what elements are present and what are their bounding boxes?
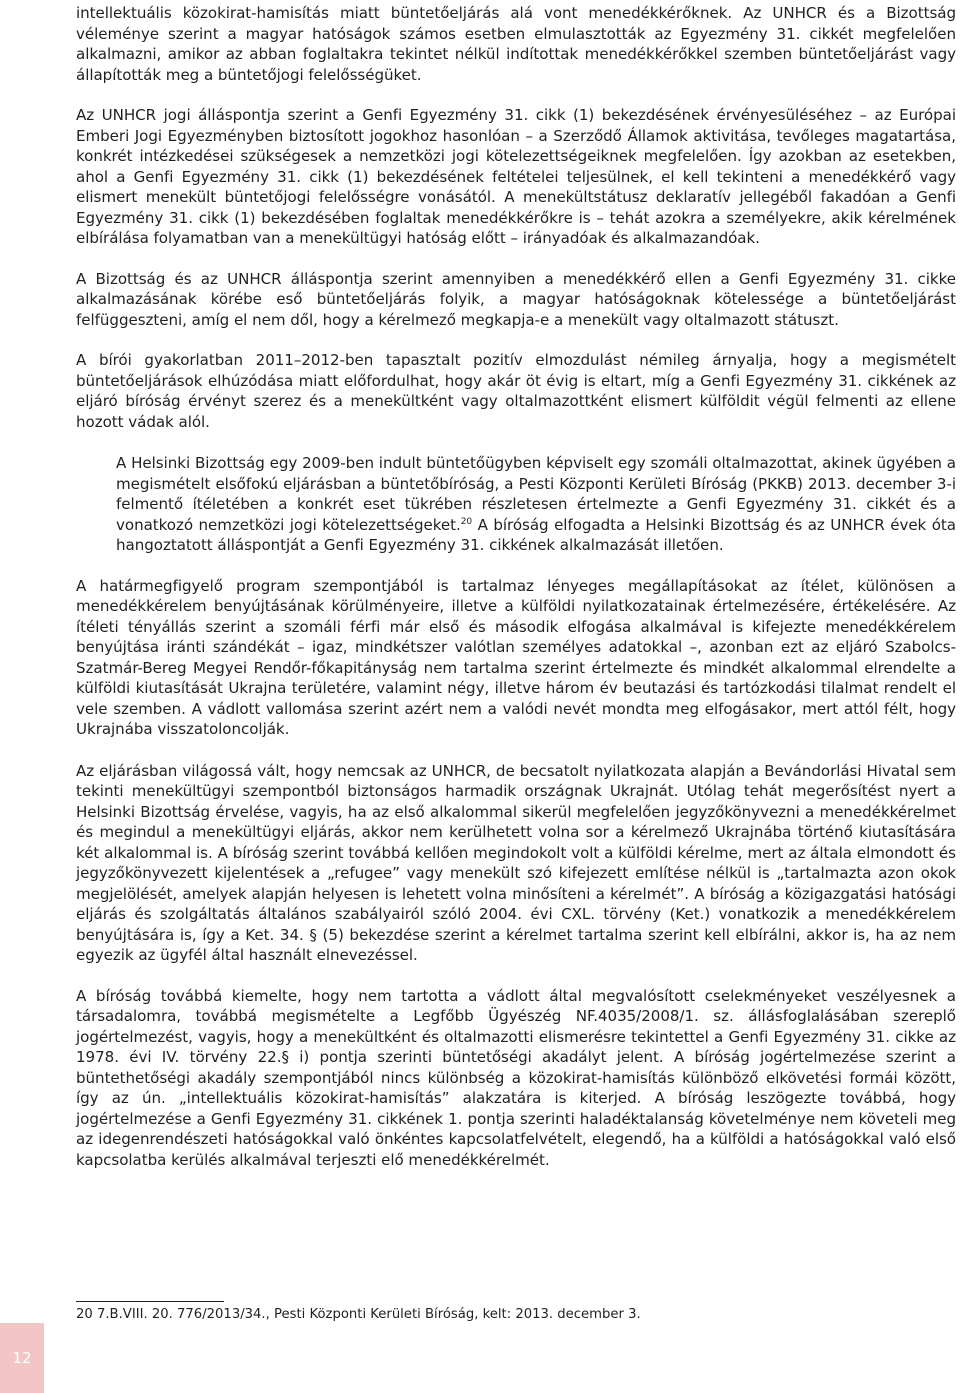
- paragraph-1: intellektuális közokirat-hamisítás miatt büntetőeljárás alá vont menedékkérőknek. Az UNHCR és a Bizottság véleménye szerint a magyar hatóságok számos esetben elmulasztották az Egyezmény 31. cikkét megfelelően alkalmazni, amikor az abban foglaltakra tekintet nélkül indítottak menedékkérőkkel szemben büntetőeljárást vagy állapították meg a büntetőjogi felelősségüket.: [76, 4, 956, 84]
- paragraph-indented-text: A Helsinki Bizottság egy 2009-ben indult büntetőügyben képviselt egy szomáli oltalmazottat, akinek ügyében a megismételt elsőfokú eljárásban a büntetőbíróság, a Pesti Központi Kerületi Bíróság (PKKB) 2013. december 3-i felmentő ítéletében a konkrét eset tükrében részletesen értelmezte a Genfi Egyezmény 31. cikkét és a vonatkozó nemzetközi jogi kötelezettségeket.: [116, 454, 956, 534]
- page-number: 12: [12, 1349, 32, 1367]
- paragraph-4: A bírói gyakorlatban 2011–2012-ben tapasztalt pozitív elmozdulást némileg árnyalja, hogy a megismételt büntetőeljárások elhúzódása miatt előfordulhat, hogy akár öt évig is eltart, míg a Genfi Egyezmény 31. cikkének az eljáró bíróság érvényt szerez és a menekültként vagy oltalmazottként elismert külföldit végül felmenti az ellene hozott vádak alól.: [76, 351, 956, 431]
- document-body: [76, 3, 956, 1170]
- footnote: 20 7.B.VIII. 20. 776/2013/34., Pesti Központi Kerületi Bíróság, kelt: 2013. december 3.: [76, 1307, 641, 1322]
- paragraph-3: A Bizottság és az UNHCR álláspontja szerint amennyiben a menedékkérő ellen a Genfi Egyezmény 31. cikke alkalmazásának körébe eső büntetőeljárás folyik, a magyar hatóságoknak kötelessége a büntetőeljárást felfüggeszteni, amíg el nem dől, hogy a kérelmező megkapja-e a menekült vagy oltalmazott státuszt.: [76, 269, 956, 329]
- paragraph-indented-text-cont: A bíróság elfogadta a Helsinki Bizottság és az UNHCR évek óta hangoztatott álláspontját a Genfi Egyezmény 31. cikkének alkalmazását illetően.: [116, 515, 956, 554]
- footnote-divider: [76, 1301, 224, 1302]
- paragraph-2: Az UNHCR jogi álláspontja szerint a Genfi Egyezmény 31. cikk (1) bekezdésének érvényesüléséhez – az Európai Emberi Jogi Egyezményben biztosított jogokhoz hasonlóan – a Szerződő Államok aktivitása, tevőleges magatartása, konkrét intézkedései szükségesek a nemzetközi jogi kötelezettségeiknek megfelelően. Így azokban az esetekben, ahol a Genfi Egyezmény 31. cikk (1) bekezdésének feltételei teljesülnek, el kell tekinteni a menedékkérő vagy elismert menekült büntetőjogi felelősségre vonásától. A menekültstátusz deklaratív jellegéből fakadóan a Genfi Egyezmény 31. cikk (1) bekezdésében foglaltak menedékkérőkre is – tehát azokra a személyekre, akik kérelmének elbírálása folyamatban van a menekültügyi hatóság előtt – irányadóak és alkalmazandóak.: [76, 106, 956, 247]
- page-number-tab: [0, 1323, 44, 1393]
- paragraph-7: A bíróság továbbá kiemelte, hogy nem tartotta a vádlott által megvalósított cselekményeket veszélyesnek a társadalomra, továbbá megismételte a Legfőbb Ügyészég NF.4035/2008/1. sz. állásfoglalásában szereplő jogértelmezést, vagyis, hogy a menekültként és oltalmazotti elismerésre tekintettel a Genfi Egyezmény 31. cikke az 1978. évi IV. törvény 22.§ i) pontja szerinti büntetőségi akadályt jelent. A bíróság jogértelmezése szerint a büntethetőségi akadály szempontjából nincs különbség a közokirat-hamisítás különböző elkövetési formái között, így az ún. „intellektuális közokirat-hamisítás” alakzatára is kiterjed. A bíróság leszögezte továbbá, hogy jogértelmezése a Genfi Egyezmény 31. cikkének 1. pontja szerinti haladéktalanság követelménye nem követeli meg az idegenrendészeti hatóságokkal való önkéntes kapcsolatfelvételt, elegendő, ha a külföldi a hatóságokkal való első kapcsolatba kerülés alkalmával terjeszti elő menedékkérelmét.: [76, 986, 956, 1169]
- footnote-reference[interactable]: 20: [460, 516, 473, 527]
- paragraph-indented: [116, 453, 956, 556]
- paragraph-6: Az eljárásban világossá vált, hogy nemcsak az UNHCR, de becsatolt nyilatkozata alapján a Bevándorlási Hivatal sem tekinti menekültügyi szempontból biztonságos harmadik országnak Ukrajnát. Utólag tehát megerősítést nyert a Helsinki Bizottság érvelése, vagyis, ha az első alkalommal sikerül megfelelően jegyzőkönyvezni a menedékkérelmet és megindul a menekültügyi eljárás, akkor nem kerülhetett volna sor a kérelmező Ukrajnába történő kiutasítására két alkalommal is. A bíróság szerint továbbá kellően megindokolt volt a külföldi kérelme, mert az általa elmondott és jegyzőkönyvezett kijelentések a „refugee” vagy menekült szó kifejezett említése nélkül is „tartalmazta azon okok megjelölését, amelyek alapján helyesen is lehetett volna minősíteni a kérelmét”. A bíróság a közigazgatási hatósági eljárás és szolgáltatás általános szabályairól szóló 2004. évi CXL. törvény (Ket.) vonatkozik a menedékkérelem benyújtására is, így a Ket. 34. § (5) bekezdése szerint a kérelmet tartalma szerint kell elbírálni, akkor is, ha az nem egyezik az ügyfél által használt elnevezéssel.: [76, 761, 956, 964]
- paragraph-5: A határmegfigyelő program szempontjából is tartalmaz lényeges megállapításokat az ítélet, különösen a menedékkérelem benyújtásának körülményeire, illetve a külföldi nyilatkozatainak értelmezésére, értékelésére. Az ítéleti tényállás szerint a szomáli férfi már első és második elfogása alkalmával is kifejezte menedékkérelem benyújtása iránti szándékát – igaz, mindkétszer valótlan személyes adatokkal –, azonban ezt az eljáró Szabolcs-Szatmár-Bereg Megyei Rendőr-főkapitányság nem tartalma szerint értelmezte és mindkét alkalommal elrendelte a külföldi kiutasítását Ukrajna területére, valamint négy, illetve három év beutazási és tartózkodási tilalmat rendelt el vele szemben. A vádlott vallomása szerint azért nem a valódi nevét mondta meg elfogásakor, mert attól félt, hogy Ukrajnába visszatoloncolják.: [76, 576, 956, 738]
